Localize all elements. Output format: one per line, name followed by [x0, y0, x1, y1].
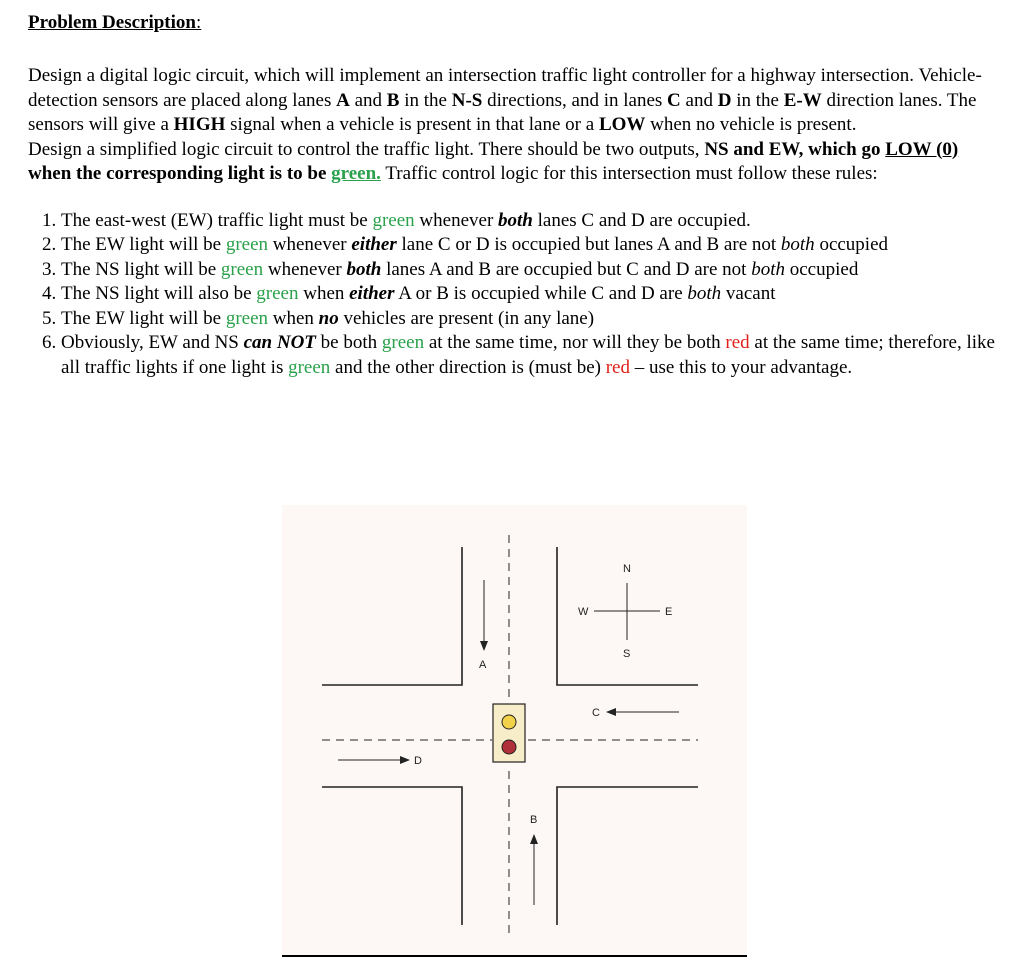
page-title: Problem Description: [28, 12, 202, 33]
compass-n-label: N [623, 563, 631, 575]
rules-list [28, 209, 1003, 381]
rule-item: 4. The NS light will also be green when either A or B is occupied while C and D are both vacant [61, 282, 1003, 307]
rule-item: 5. The EW light will be green when no vehicles are present (in any lane) [61, 307, 1003, 332]
lane-c-label: C [592, 707, 600, 719]
traffic-light-red [502, 740, 516, 754]
paragraph-design: Design a simplified logic circuit to control the traffic light. There should be two outputs, NS and EW, which go LOW (0) when the corresponding light is to be green. Traffic control logic for this intersection must follow these rules: [28, 138, 959, 184]
compass-w-label: W [578, 606, 589, 618]
lane-b-label: B [530, 814, 538, 826]
rule-item: 3. The NS light will be green whenever both lanes A and B are occupied but C and D are not both occupied [61, 258, 1003, 283]
rule-item: 2. The EW light will be green whenever either lane C or D is occupied but lanes A and B are not both occupied [61, 233, 1003, 258]
compass-s-label: S [623, 648, 631, 660]
paragraph-intro: Design a digital logic circuit, which will implement an intersection traffic light controller for a highway intersection. Vehicle-detection sensors are placed along lanes A and B in the N-S directions, and in lanes C and D in the E-W direction lanes. The sensors will give a HIGH signal when a vehicle is present in that lane or a LOW when no vehicle is present. [28, 65, 982, 135]
lane-d-label: D [414, 755, 422, 767]
rule-item: 6. Obviously, EW and NS can NOT be both green at the same time, nor will they be both red at the same time; therefore, like all traffic lights if one light is green and the other direction is (must be) red – use this to your advantage. [61, 331, 1003, 380]
intersection-diagram [282, 505, 747, 960]
rule-item: 1. The east-west (EW) traffic light must be green whenever both lanes C and D are occupied. [61, 209, 1003, 234]
compass-e-label: E [665, 606, 673, 618]
document [28, 10, 1003, 380]
lane-a-label: A [479, 659, 487, 671]
traffic-light-yellow [502, 715, 516, 729]
